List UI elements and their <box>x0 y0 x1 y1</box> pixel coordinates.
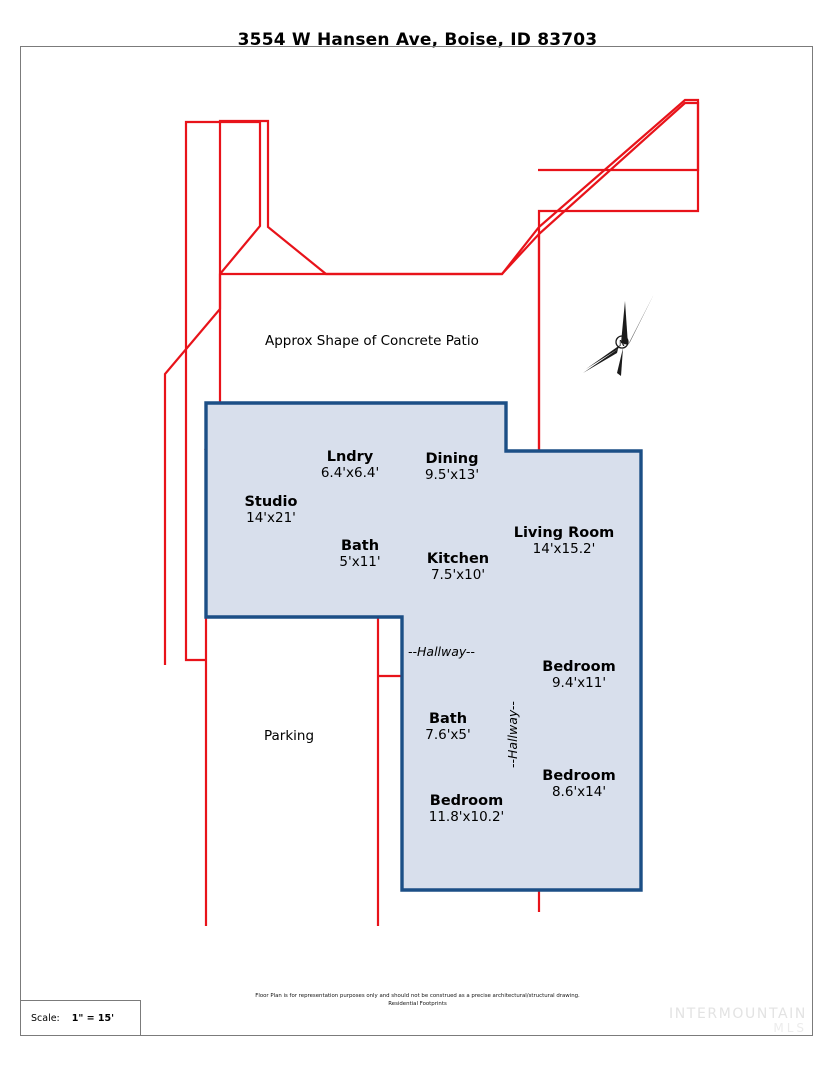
watermark-line-1: INTERMOUNTAIN <box>669 1006 807 1023</box>
room-label-bath-hall <box>398 711 498 744</box>
room-name: Dining <box>425 451 479 467</box>
scale-value: 1" = 15' <box>71 1012 115 1024</box>
room-name: Bedroom <box>542 659 616 675</box>
room-label-studio <box>215 494 327 527</box>
room-label-bedroom-1 <box>519 659 639 692</box>
room-name: Lndry <box>326 449 374 465</box>
watermark-line-2: MLS <box>773 1021 807 1036</box>
room-label-lndry <box>296 449 404 482</box>
room-dimension: 8.6'x14' <box>551 784 607 801</box>
room-name: Bath <box>340 538 380 554</box>
north-arrow-icon <box>583 294 654 376</box>
room-dimension: 14'x15.2' <box>532 541 596 558</box>
scale-bar <box>21 1000 141 1035</box>
svg-text:N: N <box>619 339 625 348</box>
room-dimension: 6.4'x6.4' <box>320 465 380 482</box>
room-dimension: 7.6'x5' <box>425 727 471 744</box>
room-dimension: 9.5'x13' <box>424 467 480 484</box>
hallway-label-vertical: --Hallway-- <box>505 701 520 768</box>
disclaimer-line-1: Floor Plan is for representation purposes only and should not be construed as a precise architectural/structural drawing. <box>255 993 580 999</box>
page-title: 3554 W Hansen Ave, Boise, ID 83703 <box>237 30 598 50</box>
room-name: Bedroom <box>542 768 616 784</box>
room-name: Bedroom <box>429 793 504 809</box>
room-dimension: 11.8'x10.2' <box>428 809 505 826</box>
room-label-dining <box>398 451 506 484</box>
room-dimension: 9.4'x11' <box>551 675 607 692</box>
room-name: Kitchen <box>426 551 490 567</box>
room-label-kitchen <box>404 551 512 584</box>
room-dimension: 7.5'x10' <box>430 567 486 584</box>
watermark <box>669 1006 807 1036</box>
floor-plan-drawing <box>20 46 813 1036</box>
room-label-bedroom-3 <box>404 793 529 826</box>
room-label-bath-studio <box>310 538 410 571</box>
parking-annotation: Parking <box>264 728 315 744</box>
room-name: Bath <box>428 711 468 727</box>
room-name: Studio <box>244 494 298 510</box>
room-label-bedroom-2 <box>519 768 639 801</box>
patio-annotation: Approx Shape of Concrete Patio <box>265 333 479 349</box>
hallway-label-horizontal: --Hallway-- <box>408 644 475 659</box>
room-name: Living Room <box>513 525 615 541</box>
room-dimension: 5'x11' <box>339 554 381 571</box>
room-dimension: 14'x21' <box>246 510 296 527</box>
disclaimer-line-2: Residential Footprints <box>388 1001 447 1008</box>
scale-label: Scale: <box>31 1012 60 1024</box>
